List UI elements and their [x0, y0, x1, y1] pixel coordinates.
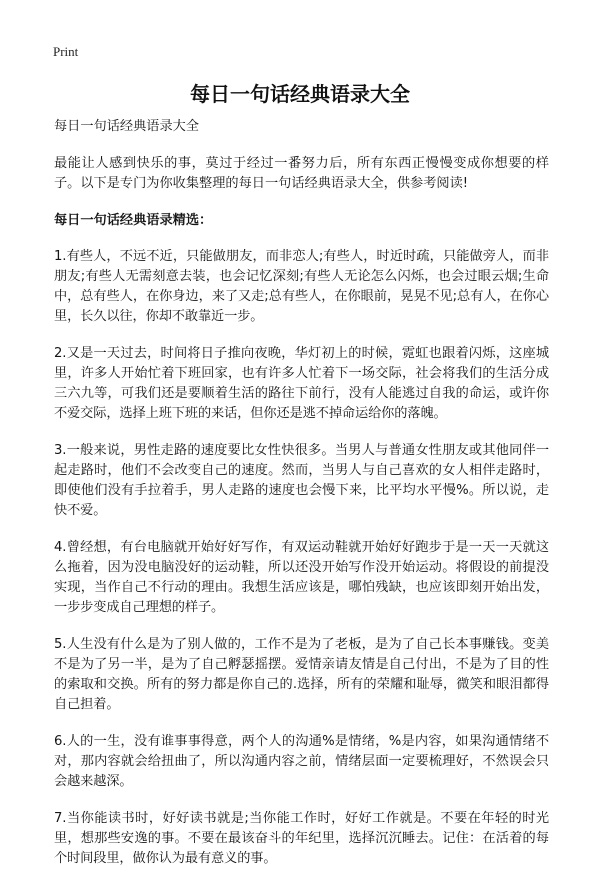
quote-paragraph: 3.一般来说，男性走路的速度要比女性快很多。当男人与普通女性朋友或其他同伴一起走路时，他们不会改变自己的速度。然而，当男人与自己喜欢的女人相伴走路时，即使他们没有手拉着手，男人走路的速度也会慢下来，比平均水平慢%。所以说，走快不爱。 — [54, 443, 549, 518]
intro-paragraph: 最能让人感到快乐的事，莫过于经过一番努力后，所有东西正慢慢变成你想要的样子。以下是专门为你收集整理的每日一句话经典语录大全，供参考阅读! — [54, 156, 549, 191]
quote-paragraph: 1.有些人，不远不近，只能做朋友，而非恋人;有些人，时近时疏，只能做旁人，而非朋友;有些人无需刻意去装，也会记忆深刻;有些人无论怎么闪烁，也会过眼云烟;生命中，总有些人，在你身边，来了又走;总有些人，在你眼前，晃晃不见;总有人，在你心里，长久以往，你却不敢靠近一步。 — [54, 249, 549, 324]
page-title: 每日一句话经典语录大全 — [190, 82, 410, 106]
section-heading: 每日一句话经典语录精选： — [54, 213, 213, 228]
article-body — [54, 117, 549, 886]
quote-paragraph: 4.曾经想，有台电脑就开始好好写作，有双运动鞋就开始好好跑步于是一天一天就这么拖着，因为没电脑没好的运动鞋，所以还没开始写作没开始运动。将假设的前提没实现，当作自己不行动的理由。我想生活应该是，哪怕残缺，也应该即刻开始出发，一步步变成自己理想的样子。 — [54, 540, 549, 615]
quote-paragraph: 7.当你能读书时，好好读书就是;当你能工作时，好好工作就是。不要在年轻的时光里，想那些安逸的事。不要在最该奋斗的年纪里，选择沉沉睡去。记住：在活着的每个时间段里，做你认为最有意义的事。 — [54, 811, 549, 866]
article-subtitle: 每日一句话经典语录大全 — [54, 119, 200, 134]
quote-paragraph: 2.又是一天过去，时间将日子推向夜晚，华灯初上的时候，霓虹也跟着闪烁，这座城里，许多人开始忙着下班回家，也有许多人忙着下一场交际，社会将我们的生活分成三六九等，可我们还是要顺着生活的路往下前行，没有人能逃过自我的命运，或许你不爱交际，选择上班下班的来话，但你还是逃不掉命运给你的落魄。 — [54, 346, 549, 421]
print-link[interactable]: Print — [53, 44, 79, 59]
quote-paragraph: 6.人的一生，没有谁事事得意，两个人的沟通%是情绪，%是内容，如果沟通情绪不对，那内容就会给扭曲了，所以沟通内容之前，情绪层面一定要梳理好，不然误会只会越来越深。 — [54, 734, 549, 789]
quote-paragraph: 5.人生没有什么是为了别人做的，工作不是为了老板，是为了自己长本事赚钱。变美不是为了另一半，是为了自己孵瑟摇摆。爱情亲请友情是自己付出，不是为了目的性的索取和交换。所有的努力都是你自己的.选择，所有的荣耀和耻辱，微笑和眼泪都得自己担着。 — [54, 637, 549, 712]
